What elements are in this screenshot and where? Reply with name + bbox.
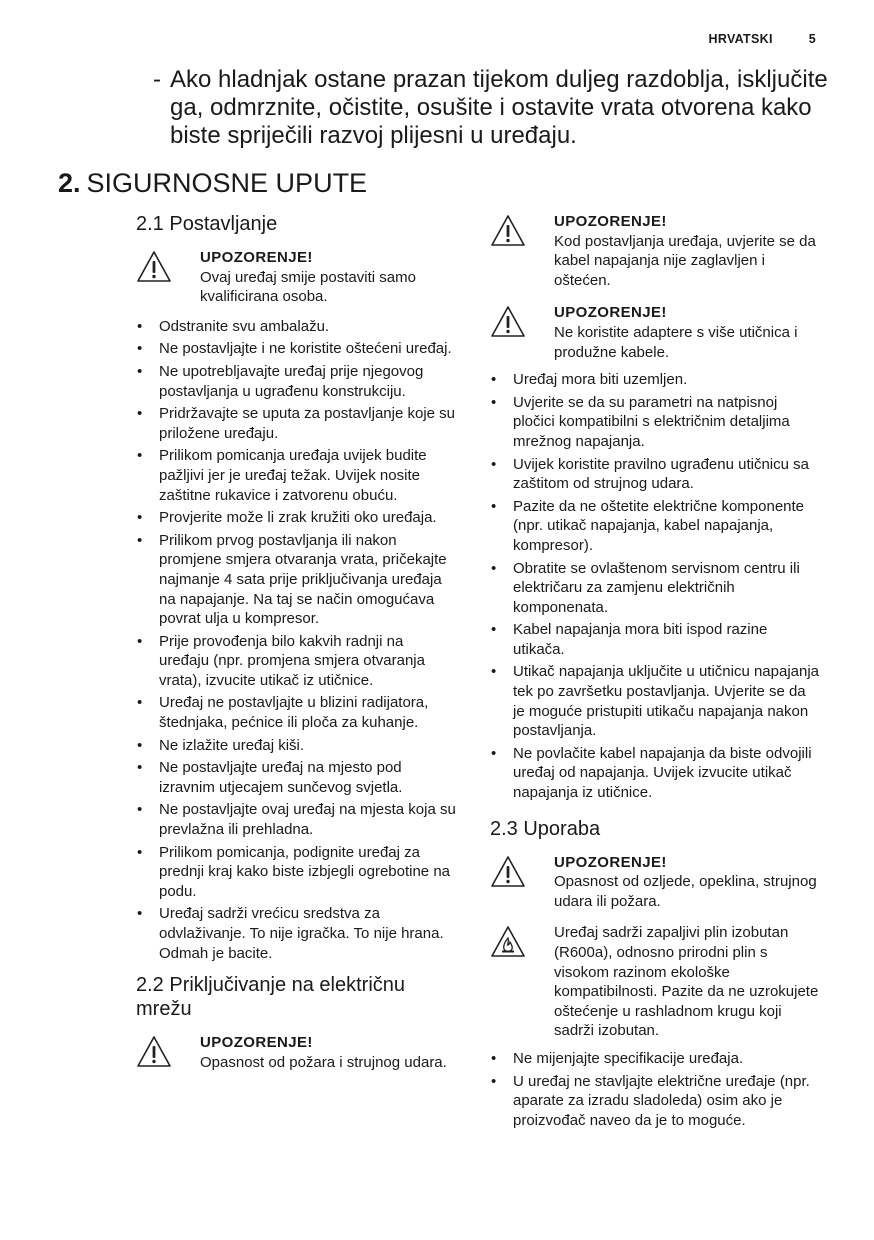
warning-block-use bbox=[490, 853, 820, 912]
list-item: • Uređaj mora biti uzemljen. bbox=[490, 370, 820, 390]
header-language: HRVATSKI bbox=[708, 32, 773, 46]
flammable-gas-text: Uređaj sadrži zapaljivi plin izobutan (R600a), odnosno prirodni plin s visokom razinom ekološke kompatibilnosti. Pazite da ne uzrokujete oštećenje u rashladnom krugu koji sadrži izobutan. bbox=[554, 924, 819, 1040]
list-item: • Ne izlažite uređaj kiši. bbox=[136, 736, 456, 756]
list-item: • Prije provođenja bilo kakvih radnji na uređaju (npr. promjena smjera otvaranja vrata), izvucite utikač iz utičnice. bbox=[136, 632, 456, 691]
warning-triangle-icon bbox=[136, 250, 172, 284]
warning-text: Ne koristite adaptere s više utičnica i produžne kabele. bbox=[554, 323, 798, 361]
list-item: • Uređaj sadrži vrećicu sredstva za odvlaživanje. To nije igračka. To nije hrana. Odmah je bacite. bbox=[136, 904, 456, 963]
list-item: • Ne povlačite kabel napajanja da biste odvojili uređaj od napajanja. Uvijek izvucite utikač napajanja iz utičnice. bbox=[490, 744, 820, 803]
list-item: • Pazite da ne oštetite električne komponente (npr. utikač napajanja, kabel napajanja, kompresor). bbox=[490, 497, 820, 556]
warning-triangle-icon bbox=[136, 1035, 172, 1069]
warning-title: UPOZORENJE! bbox=[554, 213, 667, 230]
chapter-title bbox=[58, 168, 367, 199]
list-item: • Ne postavljajte uređaj na mjesto pod izravnim utjecajem sunčevog svjetla. bbox=[136, 758, 456, 797]
list-item: • Utikač napajanja uključite u utičnicu napajanja tek po završetku postavljanja. Uvjerite se da je moguće pristupiti utikaču napajanja nakon postavljanja. bbox=[490, 662, 820, 740]
chapter-number: 2. bbox=[58, 168, 81, 198]
warning-block-cable bbox=[490, 212, 820, 290]
list-item: • Obratite se ovlaštenom servisnom centru ili električaru za zamjenu električnih komponenata. bbox=[490, 559, 820, 618]
list-item: • Uvijek koristite pravilno ugrađenu utičnicu sa zaštitom od strujnog udara. bbox=[490, 455, 820, 494]
intro-paragraph bbox=[153, 66, 843, 150]
intro-dash: - bbox=[153, 66, 161, 93]
page-header bbox=[709, 32, 816, 46]
warning-block-fire bbox=[136, 1033, 456, 1072]
section-2-2-title: 2.2 Priključivanje na električnu mrežu bbox=[136, 974, 406, 1021]
list-item: • Ne postavljajte i ne koristite oštećeni uređaj. bbox=[136, 339, 456, 359]
installation-list bbox=[136, 317, 456, 963]
chapter-heading: SIGURNOSNE UPUTE bbox=[86, 168, 368, 198]
intro-text: Ako hladnjak ostane prazan tijekom duljeg razdoblja, isključite ga, odmrznite, očistite, osušite i ostavite vrata otvorena kako biste spriječili razvoj plijesni u uređaju. bbox=[170, 66, 828, 149]
warning-title: UPOZORENJE! bbox=[554, 304, 667, 322]
warning-text: Ovaj uređaj smije postaviti samo kvalificirana osoba. bbox=[200, 268, 416, 306]
warning-text: Kod postavljanja uređaja, uvjerite se da kabel napajanja nije zaglavljen i oštećen. bbox=[554, 232, 816, 289]
list-item: • Provjerite može li zrak kružiti oko uređaja. bbox=[136, 508, 456, 528]
list-item: • Ne upotrebljavajte uređaj prije njegovog postavljanja u ugrađenu konstrukciju. bbox=[136, 362, 456, 401]
warning-block-installation bbox=[136, 248, 456, 307]
warning-title: UPOZORENJE! bbox=[554, 853, 667, 871]
electrical-list bbox=[490, 370, 820, 802]
warning-text: Opasnost od požara i strujnog udara. bbox=[200, 1053, 447, 1071]
section-2-3-title: 2.3 Uporaba bbox=[490, 817, 601, 840]
list-item: • Ne postavljajte ovaj uređaj na mjesta koja su prevlažna ili prehladna. bbox=[136, 800, 456, 839]
list-item: • U uređaj ne stavljajte električne uređaje (npr. aparate za izradu sladoleda) osim ako je proizvođač naveo da je to moguće. bbox=[490, 1072, 820, 1131]
list-item: • Pridržavajte se uputa za postavljanje koje su priložene uređaju. bbox=[136, 404, 456, 443]
list-item: • Odstranite svu ambalažu. bbox=[136, 317, 456, 337]
warning-text: Opasnost od ozljede, opeklina, strujnog udara ili požara. bbox=[554, 873, 817, 910]
warning-triangle-icon bbox=[490, 305, 526, 339]
section-2-1-title: 2.1 Postavljanje bbox=[136, 213, 278, 235]
warning-title: UPOZORENJE! bbox=[200, 249, 313, 266]
list-item: • Kabel napajanja mora biti ispod razine utikača. bbox=[490, 620, 820, 659]
warning-triangle-icon bbox=[490, 855, 526, 889]
page-number: 5 bbox=[808, 32, 816, 46]
flammable-warning-icon bbox=[490, 925, 526, 959]
use-list bbox=[490, 1049, 820, 1130]
warning-title: UPOZORENJE! bbox=[200, 1034, 313, 1052]
list-item: • Ne mijenjajte specifikacije uređaja. bbox=[490, 1049, 820, 1069]
list-item: • Uvjerite se da su parametri na natpisnoj pločici kompatibilni s električnim detaljima mrežnog napajanja. bbox=[490, 393, 820, 452]
warning-block-adapters bbox=[490, 303, 820, 362]
left-column bbox=[136, 212, 456, 1072]
right-column bbox=[490, 212, 820, 1133]
warning-triangle-icon bbox=[490, 214, 526, 248]
list-item: • Prilikom pomicanja uređaja uvijek budite pažljivi jer je uređaj težak. Uvijek nosite zaštitne rukavice i zatvorenu obuću. bbox=[136, 446, 456, 505]
list-item: • Prilikom pomicanja, podignite uređaj za prednji kraj kako biste izbjegli ogrebotine na podu. bbox=[136, 843, 456, 902]
flammable-gas-block bbox=[490, 923, 820, 1041]
list-item: • Uređaj ne postavljajte u blizini radijatora, štednjaka, pećnice ili ploča za kuhanje. bbox=[136, 693, 456, 732]
list-item: • Prilikom prvog postavljanja ili nakon promjene smjera otvaranja vrata, pričekajte najmanje 4 sata prije priključivanja uređaja na napajanje. Na taj se način omogućava povrat ulja u kompresor. bbox=[136, 531, 456, 629]
